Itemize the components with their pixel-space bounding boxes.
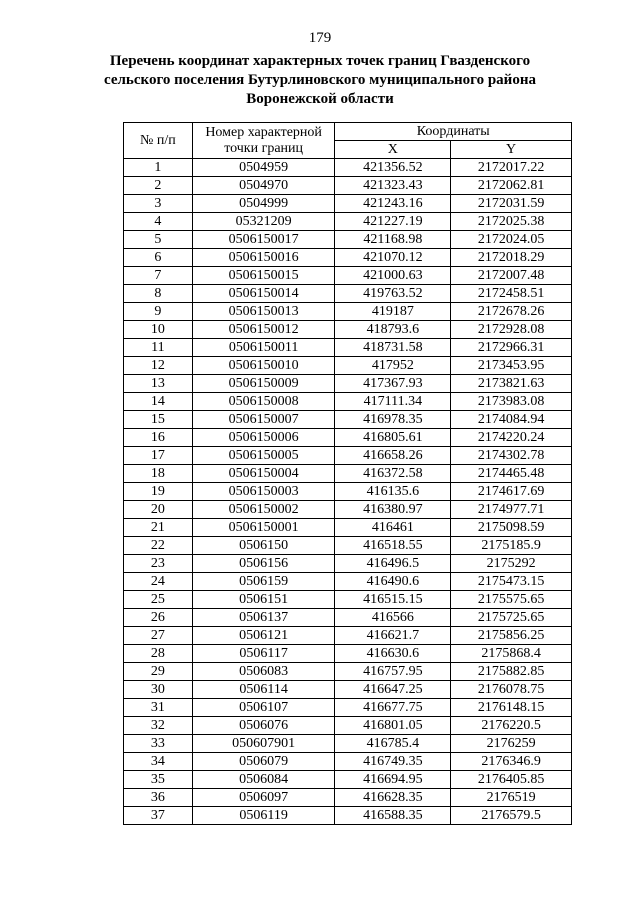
- cell-x: 416647.25: [335, 681, 451, 699]
- cell-num: 34: [124, 753, 193, 771]
- cell-num: 19: [124, 483, 193, 501]
- cell-num: 4: [124, 213, 193, 231]
- cell-num: 6: [124, 249, 193, 267]
- cell-x: 421323.43: [335, 177, 451, 195]
- cell-num: 29: [124, 663, 193, 681]
- cell-num: 30: [124, 681, 193, 699]
- cell-y: 2172458.51: [451, 285, 572, 303]
- table-row: [124, 789, 572, 807]
- cell-num: 13: [124, 375, 193, 393]
- cell-point-id: 0504970: [192, 177, 335, 195]
- cell-point-id: 0506150009: [192, 375, 335, 393]
- cell-point-id: 0506150004: [192, 465, 335, 483]
- cell-y: 2176220.5: [451, 717, 572, 735]
- cell-x: 419763.52: [335, 285, 451, 303]
- cell-x: 416677.75: [335, 699, 451, 717]
- header-coords: Координаты: [335, 123, 572, 141]
- cell-x: 416757.95: [335, 663, 451, 681]
- table-row: [124, 339, 572, 357]
- cell-point-id: 0506150007: [192, 411, 335, 429]
- table-row: [124, 501, 572, 519]
- cell-point-id: 0506076: [192, 717, 335, 735]
- cell-num: 18: [124, 465, 193, 483]
- cell-num: 32: [124, 717, 193, 735]
- cell-y: 2176148.15: [451, 699, 572, 717]
- cell-x: 421356.52: [335, 159, 451, 177]
- cell-num: 16: [124, 429, 193, 447]
- table-body: [124, 159, 572, 825]
- header-num: № п/п: [124, 123, 193, 159]
- cell-y: 2175856.25: [451, 627, 572, 645]
- cell-num: 23: [124, 555, 193, 573]
- table-row: [124, 267, 572, 285]
- cell-num: 21: [124, 519, 193, 537]
- cell-num: 31: [124, 699, 193, 717]
- table-row: [124, 681, 572, 699]
- cell-y: 2172018.29: [451, 249, 572, 267]
- cell-x: 418793.6: [335, 321, 451, 339]
- cell-x: 421243.16: [335, 195, 451, 213]
- table-row: [124, 483, 572, 501]
- table-row: [124, 591, 572, 609]
- cell-y: 2175098.59: [451, 519, 572, 537]
- table-row: [124, 429, 572, 447]
- cell-point-id: 0506114: [192, 681, 335, 699]
- coordinates-table: [123, 122, 572, 825]
- table-row: [124, 627, 572, 645]
- cell-x: 421000.63: [335, 267, 451, 285]
- table-row: [124, 555, 572, 573]
- cell-y: 2174084.94: [451, 411, 572, 429]
- cell-point-id: 0506150012: [192, 321, 335, 339]
- cell-x: 416461: [335, 519, 451, 537]
- table-row: [124, 753, 572, 771]
- cell-num: 25: [124, 591, 193, 609]
- cell-y: 2175575.65: [451, 591, 572, 609]
- table-row: [124, 231, 572, 249]
- cell-y: 2176346.9: [451, 753, 572, 771]
- cell-point-id: 0506083: [192, 663, 335, 681]
- cell-x: 416801.05: [335, 717, 451, 735]
- cell-y: 2172017.22: [451, 159, 572, 177]
- cell-y: 2173983.08: [451, 393, 572, 411]
- cell-point-id: 050607901: [192, 735, 335, 753]
- cell-x: 416135.6: [335, 483, 451, 501]
- cell-x: 416630.6: [335, 645, 451, 663]
- cell-num: 2: [124, 177, 193, 195]
- header-y: Y: [451, 141, 572, 159]
- cell-y: 2173821.63: [451, 375, 572, 393]
- title-line-2: сельского поселения Бутурлиновского муниципального района: [104, 72, 536, 88]
- cell-x: 417952: [335, 357, 451, 375]
- cell-point-id: 0506156: [192, 555, 335, 573]
- cell-num: 15: [124, 411, 193, 429]
- cell-y: 2175725.65: [451, 609, 572, 627]
- cell-num: 3: [124, 195, 193, 213]
- cell-x: 416380.97: [335, 501, 451, 519]
- cell-point-id: 0506107: [192, 699, 335, 717]
- cell-num: 37: [124, 807, 193, 825]
- table-row: [124, 393, 572, 411]
- table-row: [124, 573, 572, 591]
- cell-y: 2175868.4: [451, 645, 572, 663]
- cell-x: 416628.35: [335, 789, 451, 807]
- table-row: [124, 321, 572, 339]
- cell-point-id: 0506079: [192, 753, 335, 771]
- table-row: [124, 411, 572, 429]
- header-x: X: [335, 141, 451, 159]
- cell-y: 2172025.38: [451, 213, 572, 231]
- cell-y: 2176078.75: [451, 681, 572, 699]
- cell-x: 416372.58: [335, 465, 451, 483]
- cell-y: 2174465.48: [451, 465, 572, 483]
- cell-x: 416621.7: [335, 627, 451, 645]
- cell-y: 2174220.24: [451, 429, 572, 447]
- cell-num: 5: [124, 231, 193, 249]
- table-row: [124, 159, 572, 177]
- table-row: [124, 249, 572, 267]
- cell-num: 10: [124, 321, 193, 339]
- cell-point-id: 0506150001: [192, 519, 335, 537]
- cell-point-id: 0506159: [192, 573, 335, 591]
- cell-x: 416515.15: [335, 591, 451, 609]
- cell-x: 416749.35: [335, 753, 451, 771]
- cell-y: 2172678.26: [451, 303, 572, 321]
- cell-y: 2176405.85: [451, 771, 572, 789]
- cell-y: 2173453.95: [451, 357, 572, 375]
- table-row: [124, 303, 572, 321]
- cell-num: 9: [124, 303, 193, 321]
- table-row: [124, 645, 572, 663]
- cell-y: 2175882.85: [451, 663, 572, 681]
- table-row: [124, 519, 572, 537]
- cell-x: 416496.5: [335, 555, 451, 573]
- cell-num: 22: [124, 537, 193, 555]
- cell-point-id: 0506119: [192, 807, 335, 825]
- cell-num: 27: [124, 627, 193, 645]
- cell-point-id: 0506137: [192, 609, 335, 627]
- cell-point-id: 05321209: [192, 213, 335, 231]
- cell-point-id: 0506084: [192, 771, 335, 789]
- cell-y: 2175473.15: [451, 573, 572, 591]
- table-row: [124, 195, 572, 213]
- title-line-1: Перечень координат характерных точек границ Гвазденского: [109, 53, 531, 69]
- table-row: [124, 699, 572, 717]
- cell-x: 421168.98: [335, 231, 451, 249]
- cell-y: 2172062.81: [451, 177, 572, 195]
- cell-x: 416658.26: [335, 447, 451, 465]
- cell-x: 421227.19: [335, 213, 451, 231]
- cell-x: 421070.12: [335, 249, 451, 267]
- table-row: [124, 375, 572, 393]
- cell-y: 2174977.71: [451, 501, 572, 519]
- cell-num: 28: [124, 645, 193, 663]
- cell-x: 417111.34: [335, 393, 451, 411]
- cell-num: 7: [124, 267, 193, 285]
- cell-y: 2172024.05: [451, 231, 572, 249]
- cell-point-id: 0504999: [192, 195, 335, 213]
- cell-num: 14: [124, 393, 193, 411]
- table-row: [124, 177, 572, 195]
- page-number: 179: [308, 30, 332, 46]
- cell-x: 416490.6: [335, 573, 451, 591]
- cell-y: 2176519: [451, 789, 572, 807]
- cell-num: 36: [124, 789, 193, 807]
- cell-point-id: 0506150013: [192, 303, 335, 321]
- table-row: [124, 357, 572, 375]
- cell-y: 2172966.31: [451, 339, 572, 357]
- cell-point-id: 0506150006: [192, 429, 335, 447]
- cell-point-id: 0506151: [192, 591, 335, 609]
- table-row: [124, 735, 572, 753]
- cell-y: 2175185.9: [451, 537, 572, 555]
- header-point-line-1: Номер характерной: [205, 124, 322, 140]
- title-line-3: Воронежской области: [246, 91, 394, 107]
- cell-x: 419187: [335, 303, 451, 321]
- cell-point-id: 0506150014: [192, 285, 335, 303]
- table-row: [124, 717, 572, 735]
- table-row: [124, 285, 572, 303]
- cell-point-id: 0506150017: [192, 231, 335, 249]
- cell-num: 17: [124, 447, 193, 465]
- table-row: [124, 537, 572, 555]
- cell-num: 1: [124, 159, 193, 177]
- cell-point-id: 0506150: [192, 537, 335, 555]
- table-row: [124, 465, 572, 483]
- cell-y: 2176259: [451, 735, 572, 753]
- cell-x: 416805.61: [335, 429, 451, 447]
- cell-y: 2172007.48: [451, 267, 572, 285]
- cell-num: 20: [124, 501, 193, 519]
- table-row: [124, 213, 572, 231]
- cell-point-id: 0506150003: [192, 483, 335, 501]
- cell-num: 24: [124, 573, 193, 591]
- cell-point-id: 0506150015: [192, 267, 335, 285]
- cell-point-id: 0504959: [192, 159, 335, 177]
- table-row: [124, 609, 572, 627]
- cell-point-id: 0506150008: [192, 393, 335, 411]
- cell-y: 2172031.59: [451, 195, 572, 213]
- cell-num: 33: [124, 735, 193, 753]
- cell-x: 416978.35: [335, 411, 451, 429]
- cell-num: 11: [124, 339, 193, 357]
- table-row: [124, 447, 572, 465]
- cell-point-id: 0506117: [192, 645, 335, 663]
- cell-point-id: 0506150016: [192, 249, 335, 267]
- cell-point-id: 0506150002: [192, 501, 335, 519]
- cell-x: 416566: [335, 609, 451, 627]
- cell-y: 2174617.69: [451, 483, 572, 501]
- cell-x: 416785.4: [335, 735, 451, 753]
- table-row: [124, 807, 572, 825]
- table-header: [124, 123, 572, 159]
- cell-y: 2175292: [451, 555, 572, 573]
- cell-point-id: 0506150005: [192, 447, 335, 465]
- cell-point-id: 0506121: [192, 627, 335, 645]
- cell-x: 418731.58: [335, 339, 451, 357]
- table-row: [124, 663, 572, 681]
- cell-y: 2176579.5: [451, 807, 572, 825]
- cell-y: 2172928.08: [451, 321, 572, 339]
- cell-num: 8: [124, 285, 193, 303]
- header-point-line-2: точки границ: [224, 140, 304, 156]
- cell-point-id: 0506150010: [192, 357, 335, 375]
- cell-point-id: 0506097: [192, 789, 335, 807]
- cell-num: 26: [124, 609, 193, 627]
- table-row: [124, 771, 572, 789]
- cell-x: 416694.95: [335, 771, 451, 789]
- document-title: [100, 52, 540, 109]
- header-point: [192, 123, 335, 159]
- cell-x: 417367.93: [335, 375, 451, 393]
- cell-num: 12: [124, 357, 193, 375]
- cell-x: 416518.55: [335, 537, 451, 555]
- cell-num: 35: [124, 771, 193, 789]
- cell-point-id: 0506150011: [192, 339, 335, 357]
- cell-x: 416588.35: [335, 807, 451, 825]
- cell-y: 2174302.78: [451, 447, 572, 465]
